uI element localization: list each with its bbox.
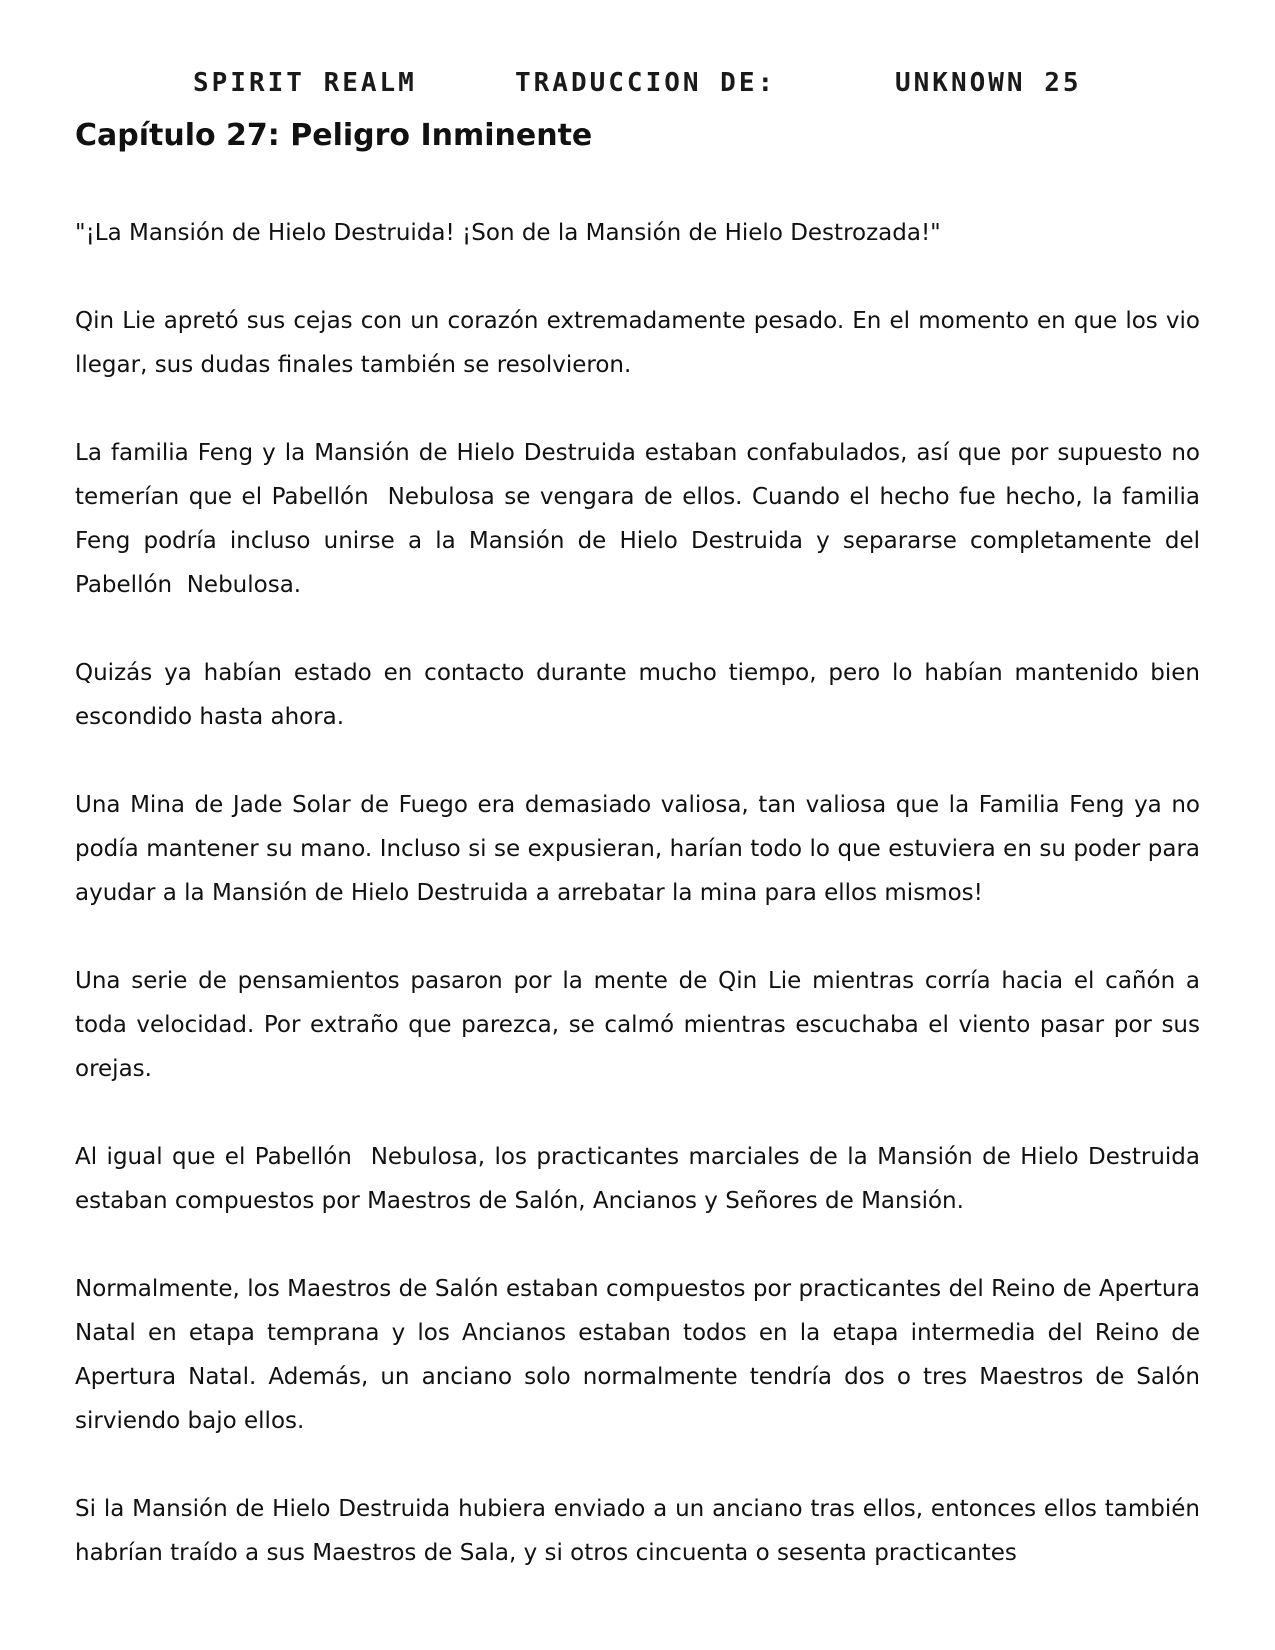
header-translator-name: UNKNOWN 25: [895, 68, 1082, 98]
chapter-title: Capítulo 27: Peligro Inminente: [75, 118, 593, 153]
paragraph: Una Mina de Jade Solar de Fuego era demasiado valiosa, tan valiosa que la Familia Feng ya no podía mantener su mano. Incluso si se expusieran, harían todo lo que estuviera en su poder para ayudar a la Mansión de Hielo Destruida a arrebatar la mina para ellos mismos!: [75, 792, 1208, 906]
running-header: [0, 68, 1275, 108]
paragraph: Qin Lie apretó sus cejas con un corazón extremadamente pesado. En el momento en que los vio llegar, sus dudas finales también se resolvieron.: [75, 308, 1208, 378]
header-translation-label: TRADUCCION DE:: [515, 68, 777, 98]
paragraph: La familia Feng y la Mansión de Hielo Destruida estaban confabulados, así que por supuesto no temerían que el Pabellón Nebulosa se vengara de ellos. Cuando el hecho fue hecho, la familia Feng podría incluso unirse a la Mansión de Hielo Destruida y separarse completamente del Pabellón Nebulosa.: [75, 440, 1208, 598]
chapter-body: [75, 211, 1208, 1619]
paragraph: Al igual que el Pabellón Nebulosa, los practicantes marciales de la Mansión de Hielo Destruida estaban compuestos por Maestros de Salón, Ancianos y Señores de Mansión.: [75, 1144, 1208, 1214]
header-series-title: SPIRIT REALM: [193, 68, 417, 98]
paragraph: Si la Mansión de Hielo Destruida hubiera enviado a un anciano tras ellos, entonces ellos también habrían traído a sus Maestros de Sala, y si otros cincuenta o sesenta practicantes: [75, 1496, 1208, 1566]
paragraph: Normalmente, los Maestros de Salón estaban compuestos por practicantes del Reino de Apertura Natal en etapa temprana y los Ancianos estaban todos en la etapa intermedia del Reino de Apertura Natal. Además, un anciano solo normalmente tendría dos o tres Maestros de Salón sirviendo bajo ellos.: [75, 1276, 1208, 1434]
paragraph: Quizás ya habían estado en contacto durante mucho tiempo, pero lo habían mantenido bien escondido hasta ahora.: [75, 660, 1208, 730]
paragraph: "¡La Mansión de Hielo Destruida! ¡Son de la Mansión de Hielo Destrozada!": [75, 220, 941, 246]
paragraph: Una serie de pensamientos pasaron por la mente de Qin Lie mientras corría hacia el cañón a toda velocidad. Por extraño que parezca, se calmó mientras escuchaba el viento pasar por sus orejas.: [75, 968, 1208, 1082]
